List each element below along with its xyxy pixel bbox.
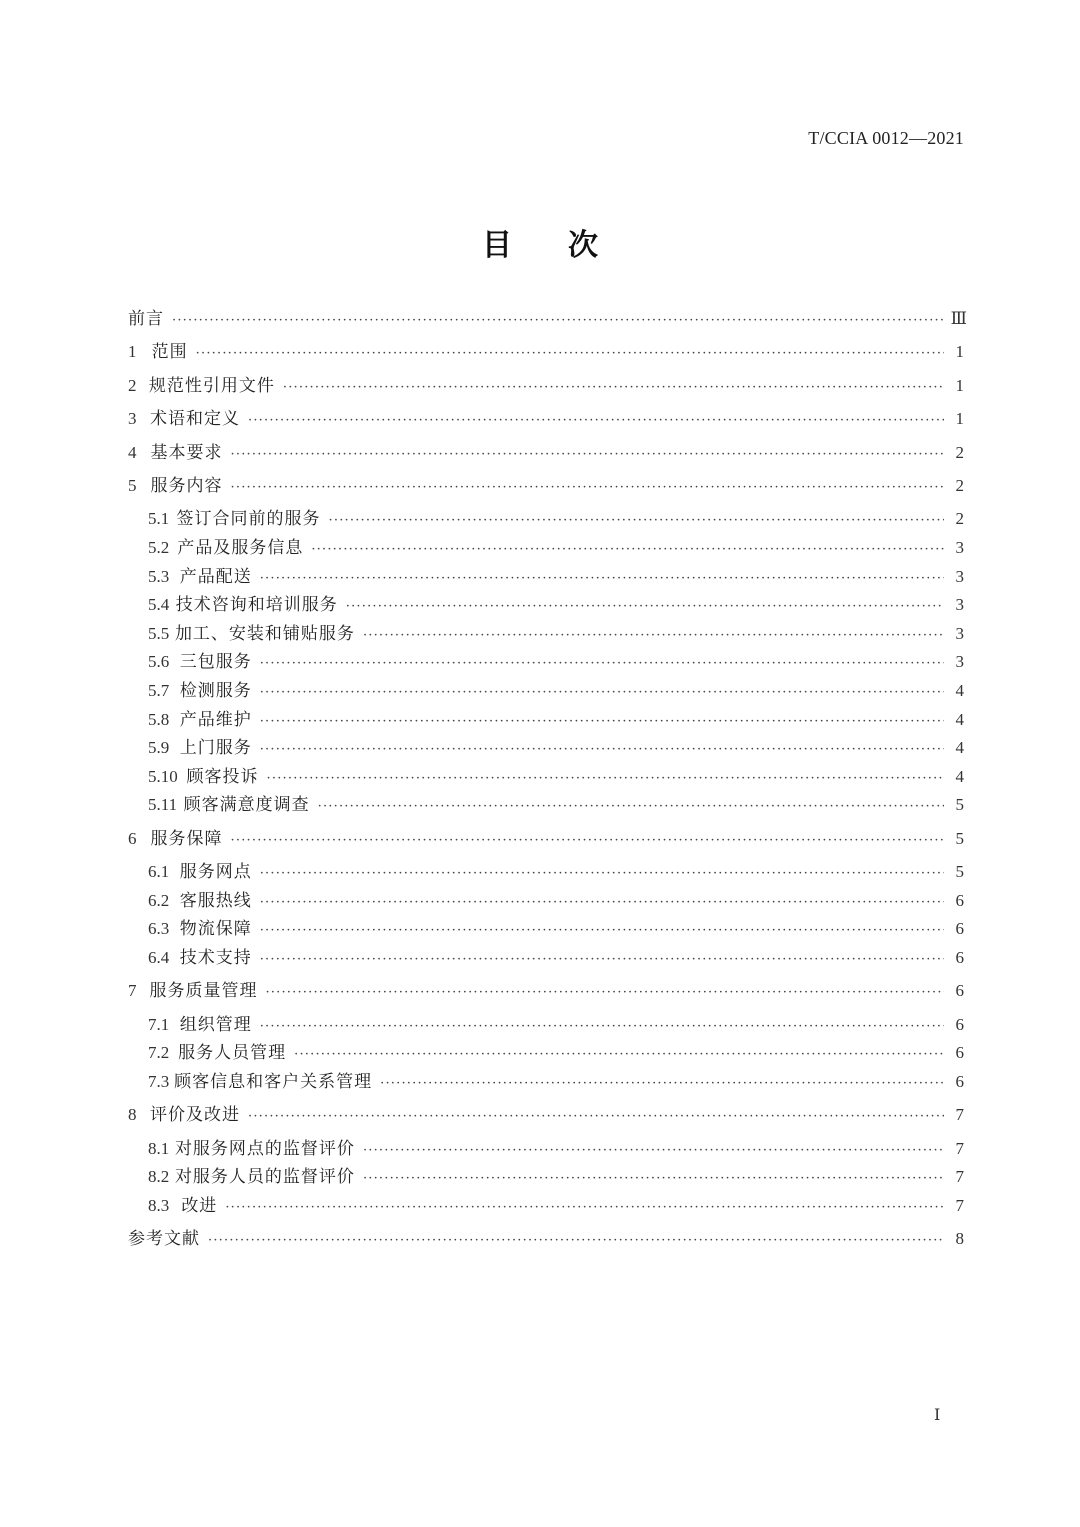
footer-page-number: Ⅰ bbox=[934, 1407, 941, 1424]
toc-entry-page: 1 bbox=[955, 375, 964, 395]
toc-entry-number: 5.2 bbox=[148, 538, 170, 557]
toc-entry-number: 8.1 bbox=[148, 1138, 170, 1158]
toc-entry-title: 三包服务 bbox=[179, 652, 252, 673]
toc-entry-page: 6 bbox=[955, 890, 964, 910]
toc-entry-number: 6.2 bbox=[148, 890, 170, 910]
toc-entry[interactable] bbox=[128, 375, 964, 399]
toc-leader-dots bbox=[363, 625, 944, 647]
toc-entry[interactable] bbox=[148, 861, 964, 885]
toc-leader-dots bbox=[260, 711, 944, 733]
toc-leader-dots bbox=[260, 739, 944, 761]
toc-title-char-1: 目 bbox=[482, 228, 512, 263]
toc-entry-title: 服务质量管理 bbox=[149, 981, 258, 1002]
toc-entry[interactable] bbox=[148, 1071, 964, 1095]
toc-entry-title: 签订合同前的服务 bbox=[176, 509, 321, 530]
toc-entry-page: 7 bbox=[955, 1138, 964, 1158]
toc-entry-page: 4 bbox=[955, 681, 964, 700]
toc-entry-title: 组织管理 bbox=[179, 1014, 252, 1035]
toc-entry-number: 7.3 bbox=[148, 1072, 170, 1091]
toc-leader-dots bbox=[260, 949, 944, 971]
toc-entry[interactable] bbox=[128, 308, 968, 332]
toc-entry-title: 产品及服务信息 bbox=[177, 538, 304, 558]
toc-leader-dots bbox=[294, 1044, 944, 1066]
toc-entry-title: 加工、安装和铺贴服务 bbox=[174, 623, 355, 644]
toc-leader-dots bbox=[267, 768, 944, 790]
toc-leader-dots bbox=[265, 982, 944, 1004]
toc-entry[interactable] bbox=[148, 737, 964, 761]
toc-entry-number: 3 bbox=[128, 409, 137, 429]
toc-leader-dots bbox=[260, 653, 944, 675]
toc-entry-page: 5 bbox=[955, 862, 964, 882]
toc-entry-page: 4 bbox=[955, 766, 964, 786]
toc-leader-dots bbox=[260, 1016, 944, 1038]
toc-entry[interactable] bbox=[128, 1228, 964, 1252]
toc-entry-title: 产品维护 bbox=[179, 709, 252, 730]
toc-entry-page: 6 bbox=[955, 1072, 964, 1091]
toc-entry-page: 6 bbox=[955, 1043, 964, 1063]
toc-entry[interactable] bbox=[128, 442, 964, 466]
toc-entry-title: 基本要求 bbox=[150, 442, 223, 463]
toc-entry-number: 5 bbox=[128, 476, 137, 495]
toc-entry[interactable] bbox=[128, 1104, 964, 1128]
toc-entry[interactable] bbox=[148, 537, 964, 561]
toc-entry-number: 4 bbox=[128, 442, 137, 462]
toc-leader-dots bbox=[260, 682, 944, 704]
toc-list bbox=[128, 308, 968, 1252]
toc-entry-page: 5 bbox=[955, 828, 964, 848]
toc-entry-title: 参考文献 bbox=[128, 1229, 200, 1250]
toc-entry-page: 2 bbox=[955, 509, 964, 529]
toc-leader-dots bbox=[231, 444, 944, 466]
toc-entry-title: 技术咨询和培训服务 bbox=[175, 595, 338, 616]
toc-entry-page: 8 bbox=[955, 1229, 964, 1249]
toc-entry[interactable] bbox=[148, 709, 964, 733]
toc-entry-title: 评价及改进 bbox=[150, 1105, 240, 1126]
toc-entry-number: 5.3 bbox=[148, 566, 170, 586]
toc-leader-dots bbox=[363, 1168, 944, 1190]
toc-entry[interactable] bbox=[148, 766, 964, 790]
toc-entry-page: 7 bbox=[955, 1105, 964, 1125]
toc-entry[interactable] bbox=[128, 828, 964, 852]
toc-entry-page: 6 bbox=[955, 1014, 964, 1034]
toc-entry[interactable] bbox=[148, 918, 964, 942]
toc-entry-number: 5.9 bbox=[148, 738, 170, 758]
toc-entry-number: 8.2 bbox=[148, 1167, 170, 1187]
toc-entry[interactable] bbox=[148, 1195, 964, 1219]
toc-leader-dots bbox=[196, 343, 944, 365]
toc-entry-title: 客服热线 bbox=[179, 890, 252, 911]
toc-entry-number: 5.6 bbox=[148, 652, 170, 672]
toc-entry-number: 6.3 bbox=[148, 919, 170, 939]
toc-leader-dots bbox=[283, 377, 944, 399]
toc-entry-title: 上门服务 bbox=[179, 738, 252, 759]
toc-entry-number: 8.3 bbox=[148, 1196, 170, 1215]
toc-entry-number: 5.11 bbox=[148, 795, 178, 815]
toc-entry-title: 前言 bbox=[128, 309, 164, 329]
toc-entry-number: 1 bbox=[128, 342, 137, 362]
toc-entry[interactable] bbox=[148, 1042, 964, 1066]
toc-entry-number: 8 bbox=[128, 1105, 137, 1125]
toc-entry-page: 6 bbox=[955, 981, 964, 1001]
toc-entry[interactable] bbox=[148, 1166, 964, 1190]
toc-entry-page: 4 bbox=[955, 738, 964, 758]
toc-leader-dots bbox=[311, 539, 944, 561]
toc-entry-page: 3 bbox=[955, 566, 964, 586]
toc-entry-title: 物流保障 bbox=[179, 919, 252, 940]
toc-leader-dots bbox=[172, 310, 943, 332]
toc-entry-number: 6 bbox=[128, 828, 137, 848]
toc-leader-dots bbox=[231, 830, 944, 852]
toc-leader-dots bbox=[248, 1106, 944, 1128]
toc-entry-number: 5.1 bbox=[148, 509, 170, 529]
toc-leader-dots bbox=[260, 920, 944, 942]
toc-entry-title: 服务内容 bbox=[150, 476, 223, 496]
toc-leader-dots bbox=[260, 863, 944, 885]
toc-leader-dots bbox=[260, 568, 944, 590]
toc-entry-page: 7 bbox=[955, 1196, 964, 1215]
toc-entry[interactable] bbox=[148, 1138, 964, 1162]
toc-leader-dots bbox=[329, 510, 944, 532]
toc-entry-number: 5.10 bbox=[148, 766, 178, 786]
toc-entry[interactable] bbox=[128, 475, 964, 499]
toc-entry-page: 4 bbox=[955, 709, 964, 729]
toc-entry-page: Ⅲ bbox=[950, 309, 968, 328]
toc-leader-dots bbox=[346, 596, 944, 618]
toc-entry-title: 服务保障 bbox=[150, 828, 223, 849]
toc-leader-dots bbox=[380, 1073, 944, 1095]
toc-entry[interactable] bbox=[128, 341, 964, 365]
toc-entry[interactable] bbox=[148, 651, 964, 675]
toc-leader-dots bbox=[318, 796, 944, 818]
toc-entry-page: 1 bbox=[955, 342, 964, 362]
toc-entry[interactable] bbox=[148, 890, 964, 914]
toc-entry[interactable] bbox=[148, 594, 964, 618]
toc-entry-title: 检测服务 bbox=[179, 681, 252, 701]
toc-entry-page: 3 bbox=[955, 595, 964, 615]
toc-entry-title: 服务网点 bbox=[179, 862, 252, 883]
toc-entry-title: 规范性引用文件 bbox=[148, 375, 275, 396]
toc-entry-title: 顾客信息和客户关系管理 bbox=[174, 1072, 373, 1092]
toc-entry[interactable] bbox=[148, 947, 964, 971]
toc-title bbox=[0, 220, 1080, 264]
toc-entry-number: 5.8 bbox=[148, 709, 170, 729]
toc-entry-title: 产品配送 bbox=[179, 566, 252, 587]
toc-entry[interactable] bbox=[148, 680, 964, 704]
toc-entry-number: 5.4 bbox=[148, 595, 170, 615]
toc-entry-number: 7.2 bbox=[148, 1043, 170, 1063]
toc-title-char-2: 次 bbox=[568, 228, 598, 263]
toc-entry[interactable] bbox=[128, 980, 964, 1004]
toc-entry[interactable] bbox=[148, 508, 964, 532]
toc-entry-title: 顾客满意度调查 bbox=[183, 795, 310, 816]
toc-entry-number: 5.5 bbox=[148, 623, 170, 643]
toc-entry[interactable] bbox=[148, 1014, 964, 1038]
toc-entry-page: 3 bbox=[955, 623, 964, 643]
toc-entry-page: 3 bbox=[955, 652, 964, 672]
toc-entry-page: 2 bbox=[955, 442, 964, 462]
toc-entry-title: 范围 bbox=[151, 342, 188, 363]
toc-leader-dots bbox=[208, 1230, 944, 1252]
toc-entry-number: 2 bbox=[128, 375, 137, 395]
toc-entry-title: 技术支持 bbox=[179, 948, 252, 968]
toc-entry-title: 对服务人员的监督评价 bbox=[174, 1167, 355, 1188]
toc-entry-title: 对服务网点的监督评价 bbox=[174, 1138, 355, 1159]
toc-entry-page: 1 bbox=[955, 409, 964, 429]
toc-entry-page: 3 bbox=[955, 538, 964, 557]
toc-entry-title: 顾客投诉 bbox=[186, 766, 259, 787]
toc-entry[interactable] bbox=[148, 794, 964, 818]
toc-entry-title: 服务人员管理 bbox=[178, 1043, 287, 1064]
toc-entry[interactable] bbox=[148, 566, 964, 590]
toc-leader-dots bbox=[225, 1197, 944, 1219]
toc-entry-page: 5 bbox=[955, 795, 964, 815]
toc-entry-number: 7.1 bbox=[148, 1014, 170, 1034]
toc-entry-number: 6.1 bbox=[148, 862, 170, 882]
toc-entry-number: 6.4 bbox=[148, 948, 170, 967]
toc-entry-page: 2 bbox=[955, 476, 964, 495]
toc-leader-dots bbox=[260, 892, 944, 914]
document-code: T/CCIA 0012—2021 bbox=[808, 128, 964, 148]
toc-entry-title: 改进 bbox=[181, 1196, 218, 1216]
toc-entry-number: 5.7 bbox=[148, 681, 170, 700]
toc-leader-dots bbox=[231, 477, 944, 499]
toc-entry-number: 7 bbox=[128, 981, 137, 1001]
toc-leader-dots bbox=[248, 410, 944, 432]
toc-entry-page: 6 bbox=[955, 948, 964, 967]
toc-leader-dots bbox=[363, 1140, 944, 1162]
toc-entry[interactable] bbox=[148, 623, 964, 647]
toc-entry[interactable] bbox=[128, 408, 964, 432]
toc-entry-page: 7 bbox=[955, 1167, 964, 1187]
toc-entry-title: 术语和定义 bbox=[150, 409, 240, 430]
toc-entry-page: 6 bbox=[955, 919, 964, 939]
